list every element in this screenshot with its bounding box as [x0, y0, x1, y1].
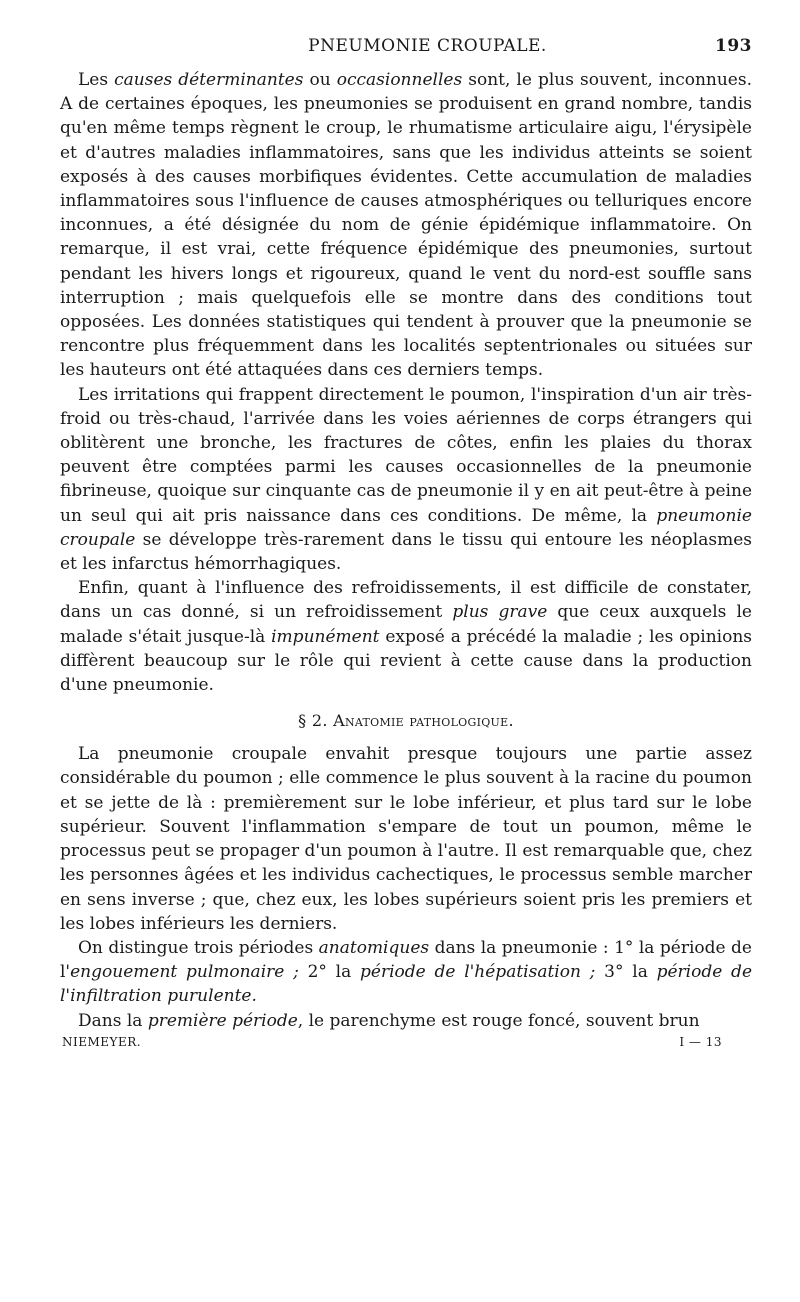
italic-text: pneumonie croupale — [60, 505, 752, 550]
paragraph — [60, 936, 752, 1009]
italic-text: anatomiques — [318, 937, 430, 958]
paragraph — [60, 576, 752, 697]
italic-text: causes déterminantes — [114, 70, 304, 90]
paragraph — [60, 68, 752, 383]
text-run: Les irritations qui frappent directement le poumon, l'inspiration d'un air très-froid ou très-chaud, l'arrivée dans les voies aériennes de corps étrangers qui oblitèrent une bronche, les fractures de côtes, enfin les plaies du thorax peuvent être comptées parmi les causes occasionnelles de la pneumonie fibrineuse, quoique sur cinquante cas de pneumonie il y en ait peut-être à peine un seul qui ait pris naissance dans ces conditions. De même, la — [60, 384, 752, 526]
text-run: Les — [78, 70, 115, 90]
body-text-anatomie — [60, 742, 752, 1032]
italic-text: engouement pulmonaire ; — [70, 962, 299, 983]
paragraph — [60, 742, 752, 936]
text-run: dans la pneumonie : 1° la période de l' — [60, 937, 752, 983]
section-heading: § 2. Anatomie pathologique. — [298, 711, 514, 731]
text-run: , le parenchyme est rouge foncé, souvent brun — [297, 1010, 700, 1031]
italic-text: période de l'infiltration purulente. — [60, 962, 753, 1007]
paragraph — [60, 383, 752, 577]
text-run: 2° la — [298, 962, 361, 983]
text-run: se développe très-rarement dans le tissu qui entoure les néoplasmes et les infarctus hémorrhagiques. — [60, 529, 752, 575]
text-run: exposé a précédé la maladie ; les opinions diffèrent beaucoup sur le rôle qui revient à cette cause dans la production d'une pneumonie. — [60, 626, 753, 696]
text-run: ou — [303, 70, 337, 90]
text-run: On distingue trois périodes — [78, 937, 319, 958]
footer-author: NIEMEYER. — [62, 1034, 142, 1049]
text-run: que ceux auxquels le malade s'était jusque-là — [60, 602, 752, 647]
text-run: Enfin, quant à l'influence des refroidissements, il est difficile de constater, dans un cas donné, si un refroidissement — [60, 578, 752, 623]
italic-text: occasionnelles — [336, 70, 463, 90]
text-run: La pneumonie croupale envahit presque toujours une partie assez considérable du poumon ; elle commence le plus souvent à la racine du poumon et se jette de là : premièrement sur le lobe inférieur, et plus tard sur le lobe supérieur. Souvent l'inflammation s'empare de tout un poumon, même le processus peut se propager d'un poumon à l'autre. Il est remarquable que, chez les personnes âgées et les individus cachectiques, le processus semble marcher en sens inverse ; que, chez eux, les lobes supérieurs soient pris les premiers et les lobes inférieurs les derniers. — [60, 744, 752, 934]
text-run: Dans la — [78, 1010, 148, 1031]
italic-text: impunément — [271, 626, 380, 647]
text-run: 3° la — [595, 962, 657, 983]
italic-text: première période — [147, 1010, 298, 1031]
paragraph — [60, 1009, 752, 1033]
text-run: sont, le plus souvent, inconnues. A de certaines époques, les pneumonies se produisent en grand nombre, tandis qu'en même temps règnent le croup, le rhumatisme articulaire aigu, l'érysipèle et d'autres maladies inflammatoires, sans que les individus atteints se soient exposés à des causes morbifiques évidentes. Cette accumulation de maladies inflammatoires sous l'influence de causes atmosphériques ou telluriques encore inconnues, a été désignée du nom de génie épidémique inflammatoire. On remarque, il est vrai, cette fréquence épidémique des pneumonies, surtout pendant les hivers longs et rigoureux, quand le vent du nord-est souffle sans interruption ; mais quelquefois elle se montre dans des conditions tout opposées. Les données statistiques qui tendent à prouver que la pneumonie se rencontre plus fréquemment dans les localités septentrionales ou situées sur les hauteurs ont été attaquées dans ces derniers temps. — [60, 70, 752, 381]
running-head — [60, 36, 752, 56]
italic-text: période de l'hépatisation ; — [360, 962, 596, 983]
italic-text: plus grave — [452, 602, 548, 623]
body-text-causes — [60, 68, 752, 697]
footer-signature: I — 13 — [679, 1034, 722, 1049]
running-title: PNEUMONIE CROUPALE. — [308, 36, 547, 56]
page-footer — [60, 1033, 752, 1049]
page-number: 193 — [715, 36, 752, 56]
